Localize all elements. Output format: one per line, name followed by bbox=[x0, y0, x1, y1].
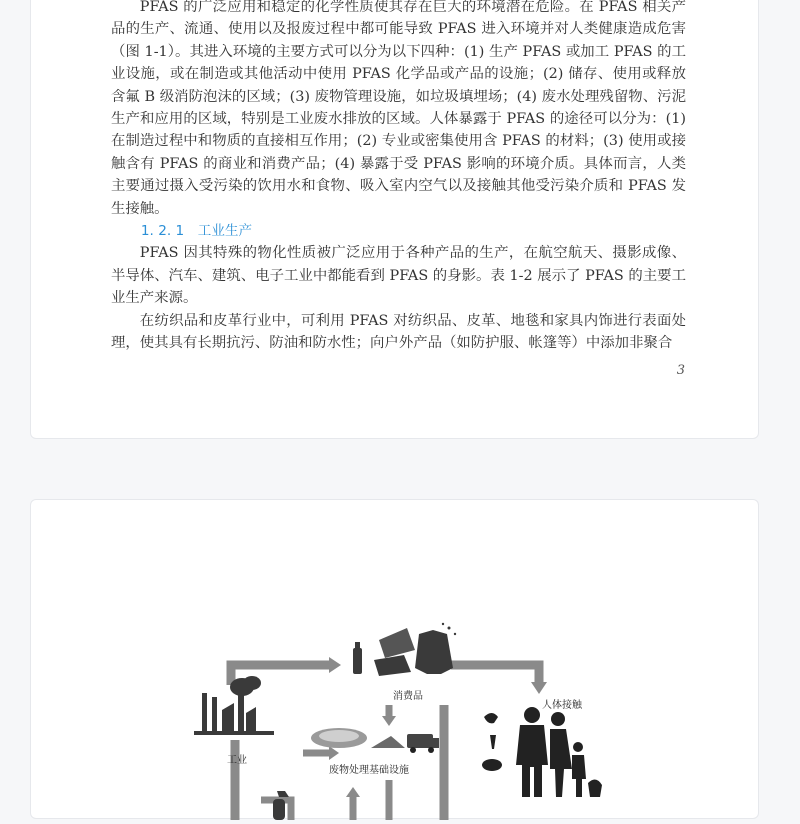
fire-extinguisher-icon bbox=[259, 787, 299, 820]
family-icon bbox=[476, 705, 606, 800]
arrowhead-consumer bbox=[329, 657, 341, 673]
arrow-consumer-to-human bbox=[451, 665, 539, 683]
paragraph-2: PFAS 因其特殊的物化性质被广泛应用于各种产品的生产，在航空航天、摄影成像、半导体、汽车、建筑、电子工业中都能看到 PFAS 的身影。表 1-2 展示了 PFAS 的主要工业生产来源。 bbox=[111, 245, 686, 307]
paragraph-1: PFAS 的广泛应用和稳定的化学性质使其存在巨大的环境潜在危险。在 PFAS 相关产品的生产、流通、使用以及报废过程中都可能导致 PFAS 进入环境并对人类健康造成危害（图 1-1）。其进入环境的主要方式可以分为以下四种：(1) 生产 PFAS 或加工 PFAS 的工业设施，或在制造或其他活动中使用 PFAS 化学品或产品的设施；(2) 储存、使用或释放含氟 B 级消防泡沫的区域；(3) 废物管理设施，如垃圾填埋场；(4) 废水处理残留物、污泥生产和应用的区域，特别是工业废水排放的区域。人体暴露于 PFAS 的途径可以分为：(1) 在制造过程中和物质的直接相互作用；(2) 专业或密集使用含 PFAS 的材料；(3) 使用或接触含有 PFAS 的商业和消费产品；(4) 暴露于受 PFAS 影响的环境介质。具体而言，人类主要通过摄入受污染的饮用水和食物、吸入室内空气以及接触其他受污染介质和 PFAS 发生接触。 bbox=[111, 0, 686, 217]
paragraph-3: 在纺织品和皮革行业中，可利用 PFAS 对纺织品、皮革、地毯和家具内饰进行表面处理，使其具有长期抗污、防油和防水性；向户外产品（如防护服、帐篷等）中添加非聚合 bbox=[111, 312, 686, 352]
pfas-pathway-figure bbox=[31, 500, 760, 820]
document-page-1 bbox=[30, 0, 759, 439]
arrowhead-up bbox=[346, 787, 360, 797]
section-heading: 1. 2. 1 工业生产 bbox=[140, 223, 253, 240]
waste-treatment-icon bbox=[309, 718, 444, 754]
label-waste: 废物处理基础设施 bbox=[329, 765, 409, 776]
factory-icon bbox=[194, 675, 274, 735]
label-human: 人体接触 bbox=[542, 700, 582, 711]
page-number: 3 bbox=[676, 363, 685, 378]
arrowhead-human bbox=[531, 682, 547, 694]
label-consumer: 消费品 bbox=[393, 691, 423, 702]
consumer-goods-icon bbox=[349, 620, 459, 680]
document-page-2 bbox=[30, 499, 759, 819]
label-industry: 工业 bbox=[227, 755, 247, 766]
page-body bbox=[111, 0, 686, 355]
